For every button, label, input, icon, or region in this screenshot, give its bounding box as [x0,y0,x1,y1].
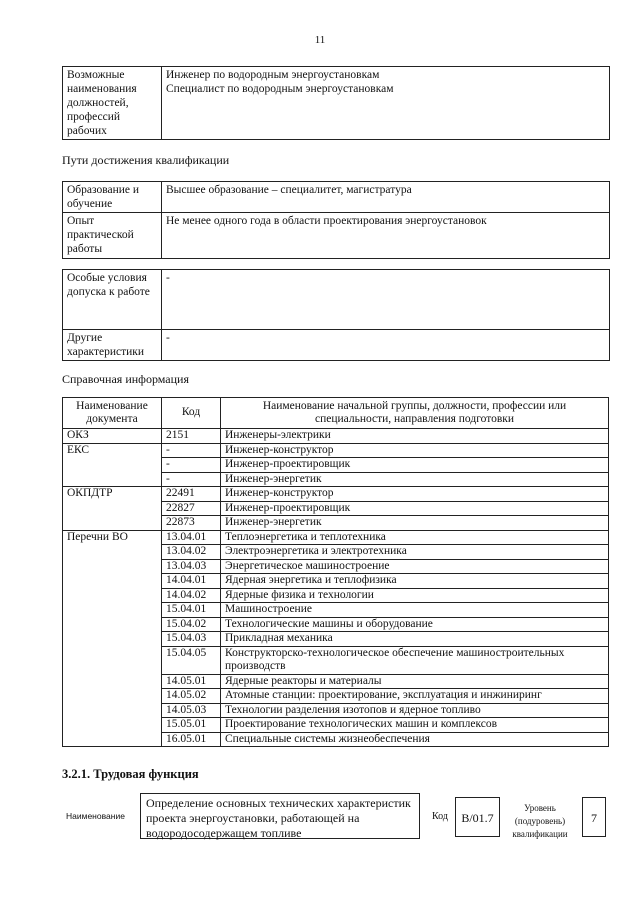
code-cell: 14.05.02 [162,689,221,704]
qualification-value: Не менее одного года в области проектирования энергоустановок [162,213,610,259]
qualification-value: Высшее образование – специалитет, магистратура [162,182,610,213]
table-row [63,530,609,545]
name-cell: Инженеры-электрики [221,429,609,444]
name-cell: Прикладная механика [221,632,609,647]
name-cell: Технологии разделения изотопов и ядерное топливо [221,703,609,718]
labor-function-name-label: Наименование [66,811,125,821]
document-cell: Перечни ВО [63,530,162,747]
reference-table-body [63,429,609,747]
code-cell: 13.04.02 [162,545,221,560]
code-cell: 15.04.05 [162,646,221,674]
code-cell: 22491 [162,487,221,502]
positions-values [162,67,610,140]
header-name: Наименование начальной группы, должности, профессии или специальности, направления подготовки [221,398,609,429]
name-cell: Конструкторско-технологическое обеспечение машиностроительных производств [221,646,609,674]
positions-label: Возможные наименования должностей, профессий рабочих [63,67,162,140]
name-cell: Теплоэнергетика и теплотехника [221,530,609,545]
document-cell: ЕКС [63,443,162,487]
position-item: Инженер по водородным энергоустановкам [166,69,380,81]
code-cell: 15.04.02 [162,617,221,632]
reference-table [62,397,609,747]
name-cell: Энергетическое машиностроение [221,559,609,574]
labor-function-level: 7 [582,797,606,837]
table-row [63,487,609,502]
qualification-label: Опыт практической работы [63,213,162,259]
name-cell: Инженер-проектировщик [221,458,609,473]
name-cell: Специальные системы жизнеобеспечения [221,732,609,747]
qualification-section-title: Пути достижения квалификации [62,153,230,167]
name-cell: Инженер-конструктор [221,487,609,502]
table-row [63,429,609,444]
labor-function-level-label: Уровень (подуровень) квалификации [512,803,568,839]
name-cell: Ядерная энергетика и теплофизика [221,574,609,589]
labor-function-name: Определение основных технических характеристик проекта энергоустановки, работающей на водородосодержащем топливе [140,793,420,839]
code-cell: 16.05.01 [162,732,221,747]
name-cell: Машиностроение [221,603,609,618]
code-cell: 14.05.03 [162,703,221,718]
name-cell: Атомные станции: проектирование, эксплуатация и инжиниринг [221,689,609,704]
code-cell: - [162,443,221,458]
code-cell: 15.04.03 [162,632,221,647]
qualification-table [62,181,610,259]
name-cell: Технологические машины и оборудование [221,617,609,632]
conditions-value: - [162,330,610,361]
code-cell: - [162,458,221,473]
code-cell: 13.04.01 [162,530,221,545]
header-document: Наименование документа [63,398,162,429]
labor-function-code: В/01.7 [455,797,500,837]
table-row [63,443,609,458]
name-cell: Ядерные физика и технологии [221,588,609,603]
code-cell: 22827 [162,501,221,516]
name-cell: Инженер-конструктор [221,443,609,458]
document-cell: ОКЗ [63,429,162,444]
labor-function-heading: 3.2.1. Трудовая функция [62,767,199,781]
name-cell: Проектирование технологических машин и комплексов [221,718,609,733]
name-cell: Ядерные реакторы и материалы [221,674,609,689]
name-cell: Инженер-энергетик [221,472,609,487]
conditions-label: Особые условия допуска к работе [63,270,162,330]
conditions-value: - [162,270,610,330]
code-cell: 14.04.01 [162,574,221,589]
code-cell: - [162,472,221,487]
labor-function-code-label: Код [432,811,448,822]
conditions-table [62,269,610,361]
name-cell: Инженер-энергетик [221,516,609,531]
document-cell: ОКПДТР [63,487,162,531]
code-cell: 14.05.01 [162,674,221,689]
header-code: Код [162,398,221,429]
reference-section-title: Справочная информация [62,372,189,386]
page-number: 11 [314,34,326,46]
positions-table [62,66,610,140]
name-cell: Электроэнергетика и электротехника [221,545,609,560]
conditions-label: Другие характеристики [63,330,162,361]
position-item: Специалист по водородным энергоустановкам [166,83,394,95]
code-cell: 13.04.03 [162,559,221,574]
code-cell: 14.04.02 [162,588,221,603]
qualification-label: Образование и обучение [63,182,162,213]
code-cell: 22873 [162,516,221,531]
code-cell: 2151 [162,429,221,444]
code-cell: 15.04.01 [162,603,221,618]
name-cell: Инженер-проектировщик [221,501,609,516]
code-cell: 15.05.01 [162,718,221,733]
